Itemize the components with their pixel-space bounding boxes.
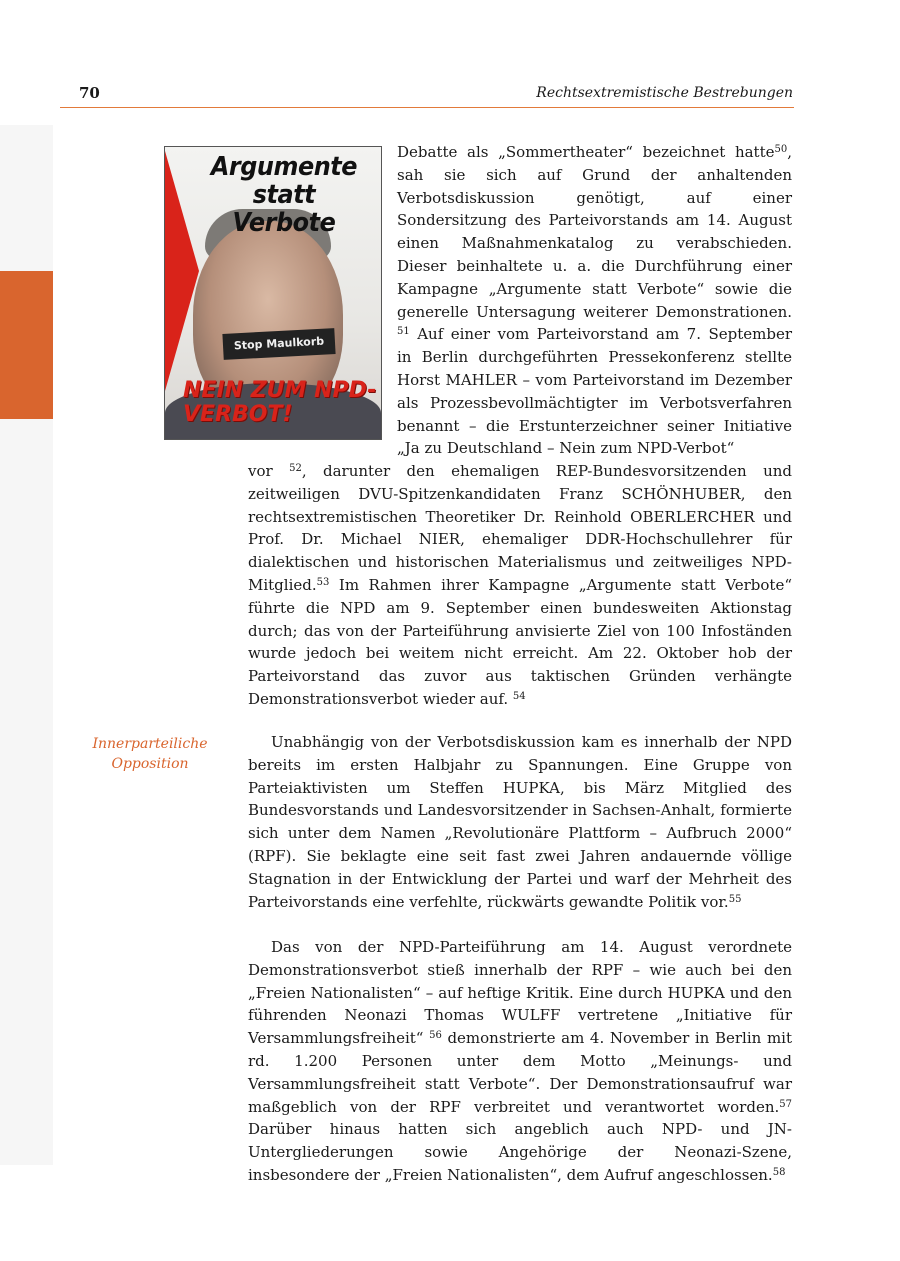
paragraph-1-continued <box>248 460 792 711</box>
text-run: Unabhängig von der Verbotsdiskussion kam es innerhalb der NPD bereits im ersten Halbjahr zu Spannungen. Eine Gruppe von Parteiaktivisten um Steffen HUPKA, bis März Mitglied des Bundesvorstands und Landesvorsitzender in Sachsen-Anhalt, formierte sich unter dem Namen „Revolutionäre Plattform – Aufbruch 2000“ (RPF). Sie beklagte eine seit fast zwei Jahren andauernde völlige Stagnation in der Entwicklung der Partei und warf der Mehrheit des Parteivorstands eine verfehlte, rückwärts gewandte Politik vor. <box>248 733 792 911</box>
text-run: , sah sie sich auf Grund der anhaltenden Verbotsdiskussion genötigt, auf einer Sondersitzung des Parteivorstands am 14. August einen Maßnahmenkatalog zu verabschieden. Dieser beinhaltete u. a. die Durchführung einer Kampagne „Argumente statt Verbote“ sowie die generelle Untersagung weiterer Demonstrationen. <box>397 143 792 321</box>
footnote-ref-57[interactable]: 57 <box>779 1098 792 1110</box>
text-run: Im Rahmen ihrer Kampagne „Argumente statt Verbote“ führte die NPD am 9. September einen bundesweiten Aktionstag durch; das von der Parteiführung anvisierte Ziel von 100 Infoständen wurde jedoch bei weitem nicht erreicht. Am 22. Oktober hob der Parteivorstand das zuvor aus taktischen Gründen verhängte Demonstrationsverbot wieder auf. <box>248 575 792 708</box>
footnote-ref-56[interactable]: 56 <box>429 1030 442 1042</box>
poster-figure <box>164 146 382 440</box>
margin-note: Innerparteiliche Opposition <box>92 736 208 772</box>
poster-red-triangle <box>165 151 199 391</box>
footnote-ref-52[interactable]: 52 <box>289 463 302 474</box>
text-run: Debatte als „Sommertheater“ bezeichnet hatte <box>397 143 775 161</box>
footnote-ref-55[interactable]: 55 <box>728 893 742 905</box>
text-run: , darunter den ehemaligen REP-Bundesvorsitzenden und zeitweiligen DVU-Spitzenkandidaten Franz SCHÖNHUBER, den rechtsextremistischen Theoretiker Dr. Reinhold OBERLERCHER und Prof. Dr. Michael NIER, ehemaliger DDR-Hochschullehrer für dialektischen und historischen Materialismus und zeitweiliges NPD-Mitglied. <box>248 462 793 594</box>
chapter-tab <box>0 271 53 419</box>
paragraph-2 <box>248 731 792 913</box>
paragraph-1-wrapped <box>397 141 792 460</box>
text-run: vor <box>248 462 290 480</box>
poster-slogan: NEIN ZUM NPD-VERBOT! <box>183 378 377 427</box>
running-head: Rechtsextremistische Bestrebungen <box>536 85 793 101</box>
page-number: 70 <box>79 84 100 102</box>
paragraph-3 <box>248 936 792 1187</box>
text-run: demonstrierte am 4. November in Berlin mit rd. 1.200 Personen unter dem Motto „Meinungs- und Versammlungsfreiheit statt Verbote“. Der Demonstrationsaufruf war maßgeblich von der RPF verbreitet und verantwortet worden. <box>248 1029 792 1116</box>
poster-headline: Argumente statt Verbote <box>210 152 358 238</box>
footnote-ref-54[interactable]: 54 <box>512 690 526 702</box>
text-run: Das von der NPD-Parteiführung am 14. August verordnete Demonstrationsverbot stieß innerhalb der RPF – wie auch bei den „Freien Nationalisten“ – auf heftige Kritik. Eine durch HUPKA und den führenden Neonazi Thomas WULFF vertretene „Initiative für Versammlungsfreiheit“ <box>248 938 792 1048</box>
header-rule <box>60 107 794 108</box>
poster-gag: Stop Maulkorb <box>222 328 335 360</box>
text-run: Darüber hinaus hatten sich angeblich auch NPD- und JN-Untergliederungen sowie Angehörige der Neonazi-Szene, insbesondere der „Freien Nationalisten“, dem Aufruf angeschlossen. <box>248 1120 792 1184</box>
footnote-ref-58[interactable]: 58 <box>772 1166 786 1178</box>
footnote-ref-51[interactable]: 51 <box>397 326 410 338</box>
footnote-ref-50[interactable]: 50 <box>774 144 788 155</box>
text-run: Auf einer vom Parteivorstand am 7. September in Berlin durchgeführten Pressekonferenz stellte Horst MAHLER – vom Parteivorstand im Dezember als Prozessbevollmächtigter im Verbotsverfahren benannt – die Erstunterzeichner seiner Initiative „Ja zu Deutschland – Nein zum NPD-Verbot“ <box>397 325 792 458</box>
footnote-ref-53[interactable]: 53 <box>316 576 330 588</box>
